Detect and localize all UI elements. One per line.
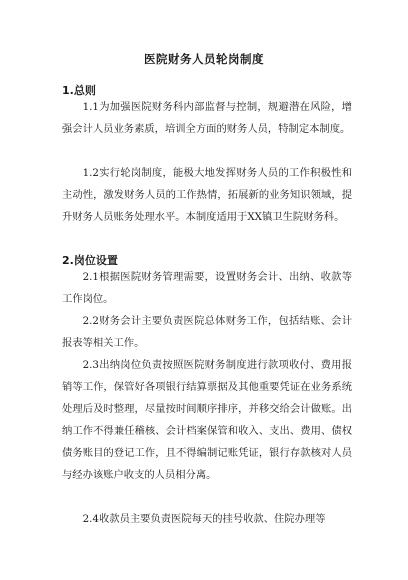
document-title: 医院财务人员轮岗制度 <box>144 52 264 66</box>
paragraph-2-3: 2.3出纳岗位负责按照医院财务制度进行款项收付、费用报销等工作，保管好各项银行结算票据及其他重要凭证在业务系统处理后及时整理，尽量按时间顺序排序，并移交给会计做账。出纳工作不得兼任稽核、会计档案保管和收入、支出、费用、债权债务账目的登记工作，且不得编制记账凭证，银行存款核对人员与经办该账户收支的人员相分离。 <box>62 359 352 481</box>
section-heading-general: 1.总则 <box>62 84 96 97</box>
paragraph-1-1: 1.1为加强医院财务科内部监督与控制，规避潜在风险，增强会计人员业务素质，培训全方面的财务人员，特制定本制度。 <box>62 101 352 135</box>
paragraph-1-2: 1.2实行轮岗制度，能极大地发挥财务人员的工作积极性和主动性，激发财务人员的工作热情，拓展新的业务知识领域，提升财务人员账务处理水平。本制度适用于XX镇卫生院财务科。 <box>62 167 352 223</box>
paragraph-2-2: 2.2财务会计主要负责医院总体财务工作，包括结账、会计报表等相关工作。 <box>62 315 352 349</box>
paragraph-2-1: 2.1根据医院财务管理需要，设置财务会计、出纳、收款等工作岗位。 <box>62 271 352 305</box>
section-heading-positions: 2.岗位设置 <box>62 254 118 267</box>
paragraph-2-4: 2.4收款员主要负责医院每天的挂号收款、住院办理等 <box>82 513 326 525</box>
